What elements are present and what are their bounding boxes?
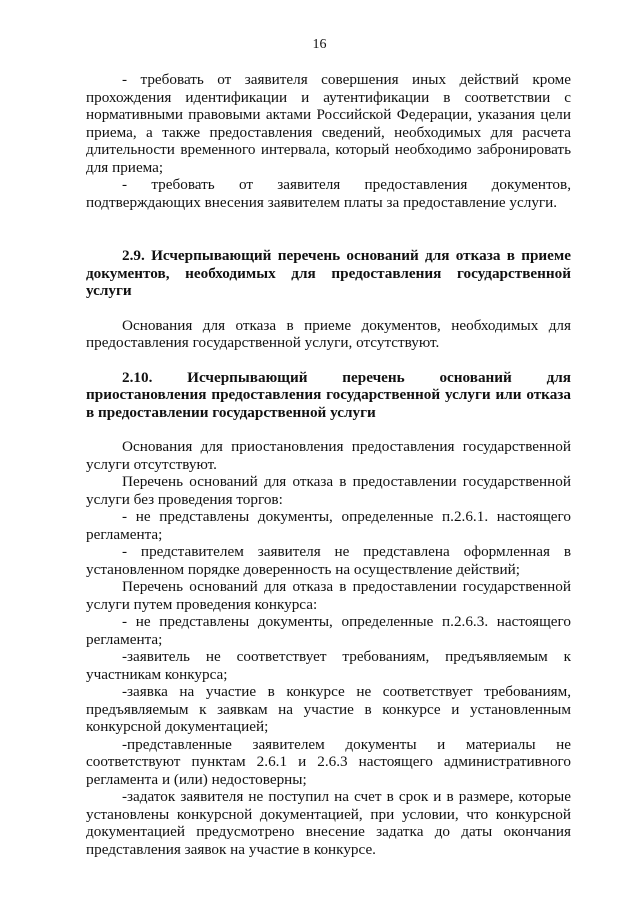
list-item: -заявка на участие в конкурсе не соответствует требованиям, предъявляемым к заявкам на участие в конкурсе и установленным конкурсной документацией; [86, 683, 571, 735]
paragraph: - требовать от заявителя совершения иных действий кроме прохождения идентификации и аутентификации в соответствии с нормативными правовыми актами Российской Федерации, указания цели приема, а также предоставления сведений, необходимых для расчета длительности временного интервала, который необходимо забронировать для приема; [86, 71, 571, 176]
section-heading-2-9: 2.9. Исчерпывающий перечень оснований для отказа в приеме документов, необходимых для предоставления государственной услуги [86, 247, 571, 299]
page-number: 16 [312, 37, 327, 52]
list-item: - представителем заявителя не представлена оформленная в установленном порядке доверенность на осуществление действий; [86, 543, 571, 578]
list-item: -заявитель не соответствует требованиям, предъявляемым к участникам конкурса; [86, 648, 571, 683]
list-item: -задаток заявителя не поступил на счет в срок и в размере, которые установлены конкурсной документацией, при условии, что конкурсной документацией предусмотрено внесение задатка до даты окончания представления заявок на участие в конкурсе. [86, 788, 571, 858]
paragraph: Основания для приостановления предоставления государственной услуги отсутствуют. [86, 438, 571, 473]
list-item: - не представлены документы, определенные п.2.6.1. настоящего регламента; [86, 508, 571, 543]
section-heading-2-10: 2.10. Исчерпывающий перечень оснований для приостановления предоставления государственной услуги или отказа в предоставлении государственной услуги [86, 368, 571, 421]
paragraph: Основания для отказа в приеме документов, необходимых для предоставления государственной услуги, отсутствуют. [86, 316, 571, 351]
page-content [86, 71, 571, 858]
paragraph: Перечень оснований для отказа в предоставлении государственной услуги путем проведения конкурса: [86, 578, 571, 613]
list-item: -представленные заявителем документы и материалы не соответствуют пунктам 2.6.1 и 2.6.3 настоящего административного регламента и (или) недостоверны; [86, 735, 571, 788]
paragraph: - требовать от заявителя предоставления документов, подтверждающих внесения заявителем платы за предоставление услуги. [86, 176, 571, 211]
list-item: - не представлены документы, определенные п.2.6.3. настоящего регламента; [86, 613, 571, 648]
paragraph: Перечень оснований для отказа в предоставлении государственной услуги без проведения торгов: [86, 473, 571, 508]
